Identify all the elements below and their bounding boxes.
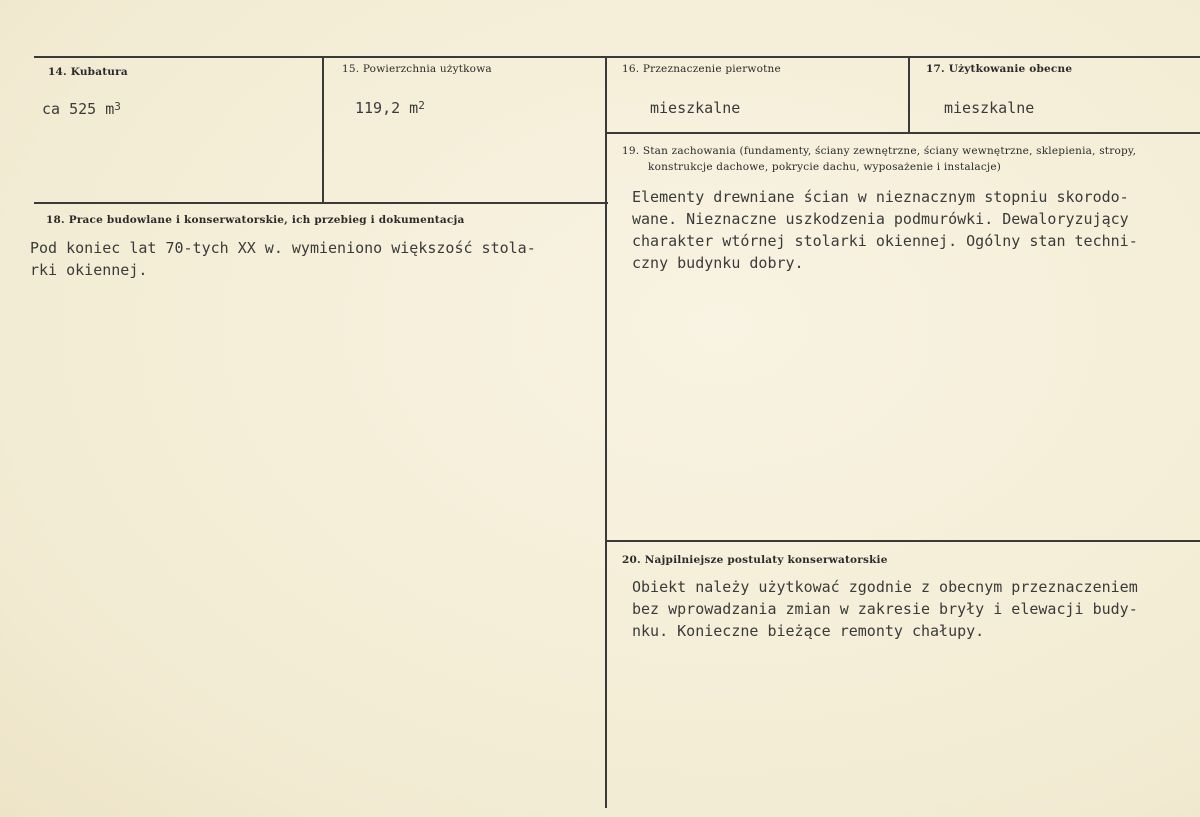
divider-14-15	[322, 56, 324, 203]
stan-label-line: konstrukcje dachowe, pokrycie dachu, wyposażenie i instalacje)	[648, 161, 1002, 173]
stan-line: czny budynku dobry.	[632, 254, 804, 272]
uzytkowanie-value: mieszkalne	[944, 99, 1035, 117]
powierzchnia-label: 15. Powierzchnia użytkowa	[342, 63, 492, 75]
postulaty-label: 20. Najpilniejsze postulaty konserwatorskie	[622, 554, 888, 566]
stan-label-line: 19. Stan zachowania (fundamenty, ściany zewnętrzne, ściany wewnętrzne, sklepienia, stropy,	[622, 145, 1137, 157]
stan-label	[622, 143, 1182, 175]
row1-bottom-line-left	[34, 202, 608, 204]
stan-line: wane. Nieznaczne uszkodzenia podmurówki. Dewaloryzujący	[632, 210, 1129, 228]
postulaty-line: bez wprowadzania zmian w zakresie bryły i elewacji budy-	[632, 600, 1138, 618]
powierzchnia-value: 119,2 $m^2$	[355, 99, 425, 117]
przeznaczenie-value: mieszkalne	[650, 99, 741, 117]
postulaty-line: Obiekt należy użytkować zgodnie z obecnym przeznaczeniem	[632, 578, 1138, 596]
postulaty-line: nku. Konieczne bieżące remonty chałupy.	[632, 622, 985, 640]
prace-text	[30, 237, 536, 281]
section20-top-line	[606, 540, 1200, 542]
center-divider	[605, 56, 607, 808]
stan-line: Elementy drewniane ścian w nieznacznym stopniu skorodo-	[632, 188, 1129, 206]
postulaty-text	[632, 576, 1138, 642]
stan-line: charakter wtórnej stolarki okiennej. Ogólny stan techni-	[632, 232, 1138, 250]
prace-label: 18. Prace budowlane i konserwatorskie, ich przebieg i dokumentacja	[46, 214, 465, 226]
row1-bottom-line-right	[606, 132, 1200, 134]
kubatura-label: 14. Kubatura	[48, 66, 128, 78]
stan-text	[632, 186, 1138, 274]
top-border-line	[34, 56, 1200, 58]
przeznaczenie-label: 16. Przeznaczenie pierwotne	[622, 63, 781, 75]
divider-16-17	[908, 56, 910, 133]
prace-line: rki okiennej.	[30, 261, 148, 279]
uzytkowanie-label: 17. Użytkowanie obecne	[926, 63, 1073, 75]
prace-line: Pod koniec lat 70-tych XX w. wymieniono większość stola-	[30, 239, 536, 257]
kubatura-value: ca 525 $m^3$	[42, 100, 121, 118]
